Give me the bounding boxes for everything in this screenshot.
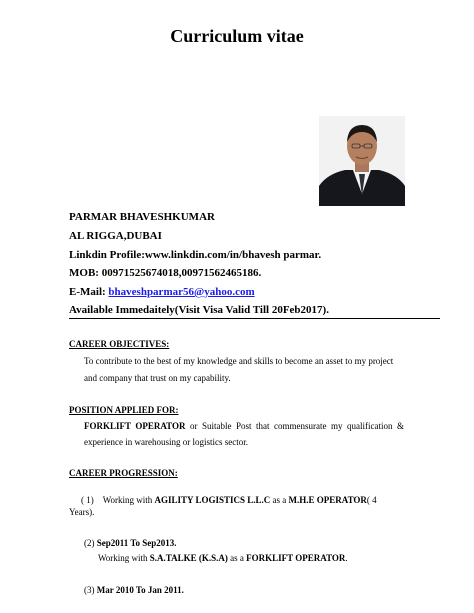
mobile-numbers: MOB: 00971525674018,00971562465186.	[69, 267, 262, 279]
entry-number: ( 1)	[81, 495, 94, 505]
progression-entry-2-period	[84, 538, 177, 548]
entry-company: S.A.TALKE (K.S.A)	[149, 553, 228, 563]
entry-number: (2)	[84, 538, 95, 548]
portrait-image	[319, 116, 405, 206]
progression-entry-3-period	[84, 585, 184, 595]
document-title: Curriculum vitae	[170, 26, 304, 46]
entry-text: .	[345, 553, 348, 563]
candidate-name: PARMAR BHAVESHKUMAR	[69, 211, 215, 223]
entry-text: Working with	[102, 495, 155, 505]
profile-photo	[319, 116, 405, 206]
email-link[interactable]: bhaveshparmar56@yahoo.com	[108, 286, 255, 298]
candidate-address: AL RIGGA,DUBAI	[69, 230, 162, 242]
email-label: E-Mail:	[69, 286, 109, 298]
entry-period: Mar 2010 To Jan 2011.	[96, 585, 184, 595]
career-objectives-heading: CAREER OBJECTIVES:	[69, 339, 170, 349]
position-line-1	[84, 421, 404, 431]
entry-text: as a	[270, 495, 289, 505]
position-applied-heading: POSITION APPLIED FOR:	[69, 405, 179, 415]
entry-role: M.H.E OPERATOR	[288, 495, 367, 505]
availability-status: Available Immedaitely(Visit Visa Valid Till 20Feb2017).	[69, 304, 329, 316]
email-line	[69, 286, 255, 298]
entry-text: ( 4	[366, 495, 377, 505]
section-divider	[69, 318, 440, 319]
entry-period: Sep2011 To Sep2013.	[96, 538, 177, 548]
entry-number: (3)	[84, 585, 95, 595]
progression-entry-1	[81, 495, 377, 505]
progression-entry-1-wrap: Years).	[69, 507, 95, 517]
entry-company: AGILITY LOGISTICS L.L.C	[154, 495, 271, 505]
position-role: FORKLIFT OPERATOR	[84, 421, 186, 431]
entry-role: FORKLIFT OPERATOR	[246, 553, 346, 563]
objective-line-1: To contribute to the best of my knowledge and skills to become an asset to my project	[84, 356, 394, 366]
entry-text: Working with	[98, 553, 150, 563]
career-progression-heading: CAREER PROGRESSION:	[69, 468, 178, 478]
entry-text: as a	[227, 553, 247, 563]
position-line-2: experience in warehousing or logistics sector.	[84, 437, 248, 447]
linkedin-profile: Linkdin Profile:www.linkdin.com/in/bhavesh parmar.	[69, 249, 322, 261]
position-line-1-text: or Suitable Post that commensurate my qualification &	[185, 421, 404, 431]
progression-entry-2	[98, 553, 348, 563]
objective-line-2: and company that trust on my capability.	[84, 373, 231, 383]
